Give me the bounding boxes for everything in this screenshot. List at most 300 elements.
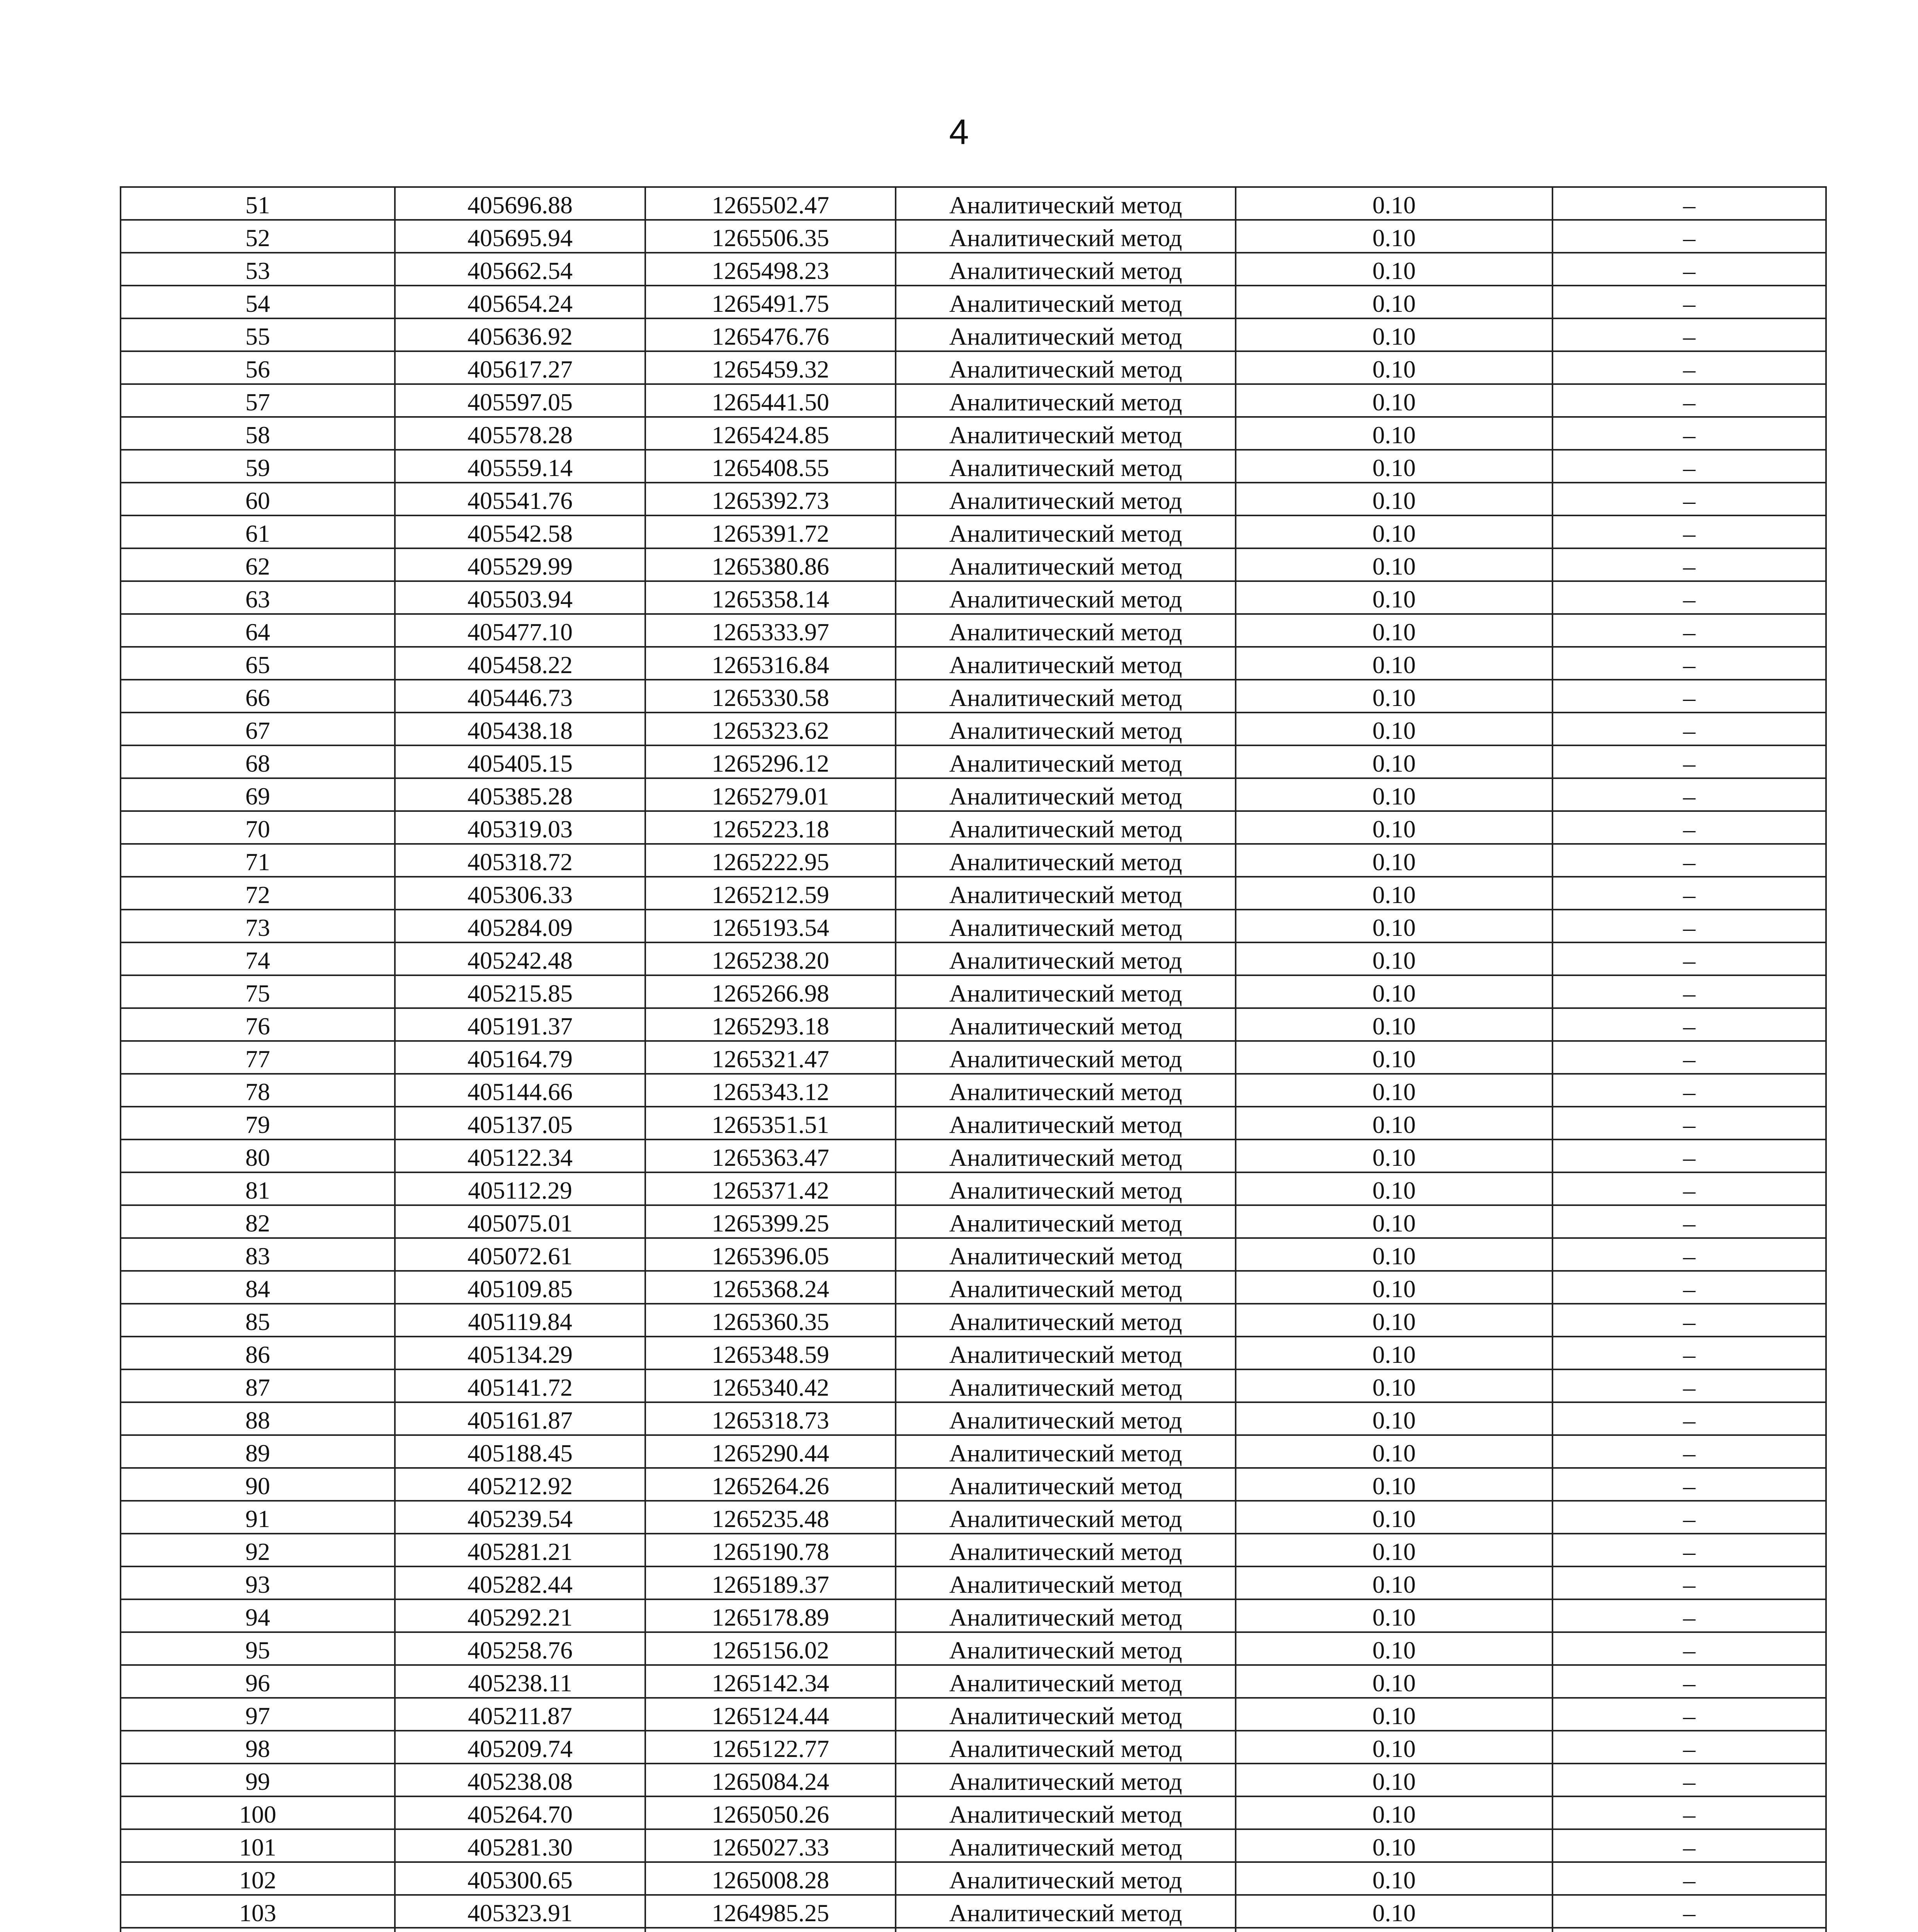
- table-row: [121, 318, 1826, 351]
- note-cell: –: [1552, 286, 1826, 318]
- table-row: [121, 1402, 1826, 1435]
- point-number-cell: 58: [121, 417, 395, 450]
- note-cell: –: [1552, 187, 1826, 220]
- note-cell: –: [1552, 942, 1826, 975]
- x-coordinate-cell: 405319.03: [395, 811, 645, 844]
- note-cell: –: [1552, 417, 1826, 450]
- method-cell: Аналитический метод: [896, 253, 1236, 286]
- note-cell: –: [1552, 1665, 1826, 1698]
- table-row: [121, 286, 1826, 318]
- note-cell: –: [1552, 877, 1826, 910]
- accuracy-cell: 0.10: [1236, 220, 1552, 253]
- accuracy-cell: 0.10: [1236, 1862, 1552, 1895]
- y-coordinate-cell: 1265296.12: [645, 745, 896, 778]
- x-coordinate-cell: 405318.72: [395, 844, 645, 877]
- accuracy-cell: 0.10: [1236, 975, 1552, 1008]
- table-row: [121, 1566, 1826, 1599]
- accuracy-cell: 0.10: [1236, 745, 1552, 778]
- note-cell: –: [1552, 1107, 1826, 1139]
- point-number-cell: 84: [121, 1271, 395, 1304]
- x-coordinate-cell: 405323.91: [395, 1895, 645, 1928]
- y-coordinate-cell: 1265238.20: [645, 942, 896, 975]
- accuracy-cell: 0.10: [1236, 1107, 1552, 1139]
- method-cell: Аналитический метод: [896, 1599, 1236, 1632]
- x-coordinate-cell: 405188.45: [395, 1435, 645, 1468]
- table-row: [121, 647, 1826, 680]
- note-cell: –: [1552, 1862, 1826, 1895]
- point-number-cell: 80: [121, 1139, 395, 1172]
- x-coordinate-cell: 405695.94: [395, 220, 645, 253]
- y-coordinate-cell: 1265156.02: [645, 1632, 896, 1665]
- y-coordinate-cell: 1265340.42: [645, 1369, 896, 1402]
- method-cell: Аналитический метод: [896, 614, 1236, 647]
- method-cell: Аналитический метод: [896, 220, 1236, 253]
- table-row: [121, 1534, 1826, 1566]
- y-coordinate-cell: 1265360.35: [645, 1304, 896, 1337]
- x-coordinate-cell: 405075.01: [395, 1205, 645, 1238]
- note-cell: –: [1552, 1304, 1826, 1337]
- y-coordinate-cell: 1265380.86: [645, 548, 896, 581]
- method-cell: Аналитический метод: [896, 581, 1236, 614]
- table-row: [121, 1698, 1826, 1731]
- point-number-cell: 64: [121, 614, 395, 647]
- table-row: [121, 1107, 1826, 1139]
- accuracy-cell: 0.10: [1236, 1041, 1552, 1074]
- accuracy-cell: 0.10: [1236, 483, 1552, 515]
- method-cell: Аналитический метод: [896, 647, 1236, 680]
- x-coordinate-cell: [395, 1928, 645, 1932]
- table-row: [121, 220, 1826, 253]
- method-cell: Аналитический метод: [896, 1271, 1236, 1304]
- point-number-cell: [121, 1928, 395, 1932]
- y-coordinate-cell: 1265491.75: [645, 286, 896, 318]
- point-number-cell: 93: [121, 1566, 395, 1599]
- x-coordinate-cell: 405144.66: [395, 1074, 645, 1107]
- y-coordinate-cell: 1265399.25: [645, 1205, 896, 1238]
- point-number-cell: 90: [121, 1468, 395, 1501]
- x-coordinate-cell: 405119.84: [395, 1304, 645, 1337]
- method-cell: Аналитический метод: [896, 1304, 1236, 1337]
- note-cell: –: [1552, 1402, 1826, 1435]
- x-coordinate-cell: 405072.61: [395, 1238, 645, 1271]
- accuracy-cell: 0.10: [1236, 286, 1552, 318]
- accuracy-cell: 0.10: [1236, 187, 1552, 220]
- note-cell: –: [1552, 515, 1826, 548]
- point-number-cell: 88: [121, 1402, 395, 1435]
- y-coordinate-cell: 1265408.55: [645, 450, 896, 483]
- table-row: [121, 581, 1826, 614]
- x-coordinate-cell: 405300.65: [395, 1862, 645, 1895]
- method-cell: Аналитический метод: [896, 1665, 1236, 1698]
- method-cell: Аналитический метод: [896, 483, 1236, 515]
- table-row: [121, 1074, 1826, 1107]
- x-coordinate-cell: 405578.28: [395, 417, 645, 450]
- x-coordinate-cell: 405238.08: [395, 1764, 645, 1796]
- accuracy-cell: 0.10: [1236, 1829, 1552, 1862]
- note-cell: –: [1552, 1764, 1826, 1796]
- table-row: [121, 1172, 1826, 1205]
- note-cell: –: [1552, 1041, 1826, 1074]
- table-row: [121, 1369, 1826, 1402]
- method-cell: Аналитический метод: [896, 745, 1236, 778]
- y-coordinate-cell: 1265235.48: [645, 1501, 896, 1534]
- table-row: [121, 1501, 1826, 1534]
- point-number-cell: 102: [121, 1862, 395, 1895]
- table-row: [121, 1304, 1826, 1337]
- accuracy-cell: 0.10: [1236, 1534, 1552, 1566]
- y-coordinate-cell: 1265351.51: [645, 1107, 896, 1139]
- accuracy-cell: 0.10: [1236, 1402, 1552, 1435]
- point-number-cell: 81: [121, 1172, 395, 1205]
- point-number-cell: 98: [121, 1731, 395, 1764]
- method-cell: Аналитический метод: [896, 975, 1236, 1008]
- table-row: [121, 351, 1826, 384]
- table-row: [121, 1665, 1826, 1698]
- y-coordinate-cell: 1265222.95: [645, 844, 896, 877]
- method-cell: Аналитический метод: [896, 1632, 1236, 1665]
- method-cell: Аналитический метод: [896, 1566, 1236, 1599]
- accuracy-cell: 0.10: [1236, 680, 1552, 713]
- y-coordinate-cell: 1265318.73: [645, 1402, 896, 1435]
- accuracy-cell: 0.10: [1236, 1304, 1552, 1337]
- note-cell: –: [1552, 745, 1826, 778]
- table-row: [121, 745, 1826, 778]
- accuracy-cell: 0.10: [1236, 1139, 1552, 1172]
- x-coordinate-cell: 405109.85: [395, 1271, 645, 1304]
- accuracy-cell: 0.10: [1236, 1665, 1552, 1698]
- y-coordinate-cell: 1265476.76: [645, 318, 896, 351]
- note-cell: –: [1552, 1829, 1826, 1862]
- table-row: [121, 483, 1826, 515]
- point-number-cell: 65: [121, 647, 395, 680]
- note-cell: –: [1552, 450, 1826, 483]
- accuracy-cell: 0.10: [1236, 548, 1552, 581]
- note-cell: –: [1552, 614, 1826, 647]
- note-cell: –: [1552, 910, 1826, 942]
- x-coordinate-cell: 405597.05: [395, 384, 645, 417]
- x-coordinate-cell: 405264.70: [395, 1796, 645, 1829]
- y-coordinate-cell: 1265330.58: [645, 680, 896, 713]
- method-cell: Аналитический метод: [896, 811, 1236, 844]
- accuracy-cell: 0.10: [1236, 581, 1552, 614]
- x-coordinate-cell: 405284.09: [395, 910, 645, 942]
- note-cell: –: [1552, 351, 1826, 384]
- note-cell: –: [1552, 647, 1826, 680]
- method-cell: Аналитический метод: [896, 1041, 1236, 1074]
- page-number: 4: [949, 112, 969, 152]
- point-number-cell: 61: [121, 515, 395, 548]
- point-number-cell: 86: [121, 1337, 395, 1369]
- coordinates-table-body: [121, 187, 1826, 1932]
- note-cell: –: [1552, 1632, 1826, 1665]
- note-cell: –: [1552, 1501, 1826, 1534]
- accuracy-cell: 0.10: [1236, 417, 1552, 450]
- point-number-cell: 76: [121, 1008, 395, 1041]
- x-coordinate-cell: 405281.30: [395, 1829, 645, 1862]
- point-number-cell: 56: [121, 351, 395, 384]
- y-coordinate-cell: 1265316.84: [645, 647, 896, 680]
- y-coordinate-cell: 1265396.05: [645, 1238, 896, 1271]
- table-row: [121, 1435, 1826, 1468]
- accuracy-cell: 0.10: [1236, 910, 1552, 942]
- accuracy-cell: 0.10: [1236, 614, 1552, 647]
- point-number-cell: 74: [121, 942, 395, 975]
- table-row: [121, 680, 1826, 713]
- table-row: [121, 1731, 1826, 1764]
- point-number-cell: 94: [121, 1599, 395, 1632]
- point-number-cell: 71: [121, 844, 395, 877]
- method-cell: Аналитический метод: [896, 1862, 1236, 1895]
- point-number-cell: 52: [121, 220, 395, 253]
- method-cell: Аналитический метод: [896, 1172, 1236, 1205]
- x-coordinate-cell: 405292.21: [395, 1599, 645, 1632]
- accuracy-cell: 0.10: [1236, 778, 1552, 811]
- x-coordinate-cell: 405529.99: [395, 548, 645, 581]
- point-number-cell: 69: [121, 778, 395, 811]
- y-coordinate-cell: 1265363.47: [645, 1139, 896, 1172]
- point-number-cell: 60: [121, 483, 395, 515]
- table-row: [121, 1008, 1826, 1041]
- x-coordinate-cell: 405161.87: [395, 1402, 645, 1435]
- table-row: [121, 187, 1826, 220]
- x-coordinate-cell: 405636.92: [395, 318, 645, 351]
- note-cell: –: [1552, 1172, 1826, 1205]
- note-cell: –: [1552, 1139, 1826, 1172]
- y-coordinate-cell: 1265391.72: [645, 515, 896, 548]
- x-coordinate-cell: 405239.54: [395, 1501, 645, 1534]
- point-number-cell: 72: [121, 877, 395, 910]
- method-cell: Аналитический метод: [896, 910, 1236, 942]
- y-coordinate-cell: 1265424.85: [645, 417, 896, 450]
- point-number-cell: 68: [121, 745, 395, 778]
- note-cell: –: [1552, 1337, 1826, 1369]
- accuracy-cell: 0.10: [1236, 1271, 1552, 1304]
- method-cell: Аналитический метод: [896, 1074, 1236, 1107]
- accuracy-cell: 0.10: [1236, 1074, 1552, 1107]
- point-number-cell: 101: [121, 1829, 395, 1862]
- method-cell: Аналитический метод: [896, 1107, 1236, 1139]
- point-number-cell: 73: [121, 910, 395, 942]
- point-number-cell: 97: [121, 1698, 395, 1731]
- table-row: [121, 1041, 1826, 1074]
- method-cell: Аналитический метод: [896, 1402, 1236, 1435]
- point-number-cell: 55: [121, 318, 395, 351]
- method-cell: Аналитический метод: [896, 1468, 1236, 1501]
- table-row: [121, 253, 1826, 286]
- table-row: [121, 515, 1826, 548]
- table-row: [121, 450, 1826, 483]
- table-row: [121, 811, 1826, 844]
- table-row: [121, 1599, 1826, 1632]
- y-coordinate-cell: 1265178.89: [645, 1599, 896, 1632]
- point-number-cell: 67: [121, 713, 395, 745]
- y-coordinate-cell: 1265371.42: [645, 1172, 896, 1205]
- table-row: [121, 1337, 1826, 1369]
- point-number-cell: 87: [121, 1369, 395, 1402]
- point-number-cell: 103: [121, 1895, 395, 1928]
- point-number-cell: 82: [121, 1205, 395, 1238]
- x-coordinate-cell: 405134.29: [395, 1337, 645, 1369]
- x-coordinate-cell: 405503.94: [395, 581, 645, 614]
- table-row: [121, 1862, 1826, 1895]
- x-coordinate-cell: 405212.92: [395, 1468, 645, 1501]
- x-coordinate-cell: 405112.29: [395, 1172, 645, 1205]
- note-cell: –: [1552, 844, 1826, 877]
- table-row: [121, 1205, 1826, 1238]
- accuracy-cell: 0.10: [1236, 1731, 1552, 1764]
- accuracy-cell: 0.10: [1236, 1796, 1552, 1829]
- note-cell: –: [1552, 1271, 1826, 1304]
- method-cell: Аналитический метод: [896, 384, 1236, 417]
- table-row: [121, 877, 1826, 910]
- accuracy-cell: 0.10: [1236, 942, 1552, 975]
- accuracy-cell: 0.10: [1236, 1337, 1552, 1369]
- y-coordinate-cell: 1265323.62: [645, 713, 896, 745]
- y-coordinate-cell: 1265266.98: [645, 975, 896, 1008]
- point-number-cell: 85: [121, 1304, 395, 1337]
- method-cell: Аналитический метод: [896, 778, 1236, 811]
- accuracy-cell: 0.10: [1236, 1205, 1552, 1238]
- accuracy-cell: 0.10: [1236, 1238, 1552, 1271]
- accuracy-cell: 0.10: [1236, 450, 1552, 483]
- method-cell: Аналитический метод: [896, 1337, 1236, 1369]
- table-row: [121, 1796, 1826, 1829]
- accuracy-cell: 0.10: [1236, 877, 1552, 910]
- note-cell: –: [1552, 220, 1826, 253]
- x-coordinate-cell: 405122.34: [395, 1139, 645, 1172]
- point-number-cell: 62: [121, 548, 395, 581]
- note-cell: –: [1552, 384, 1826, 417]
- y-coordinate-cell: 1265084.24: [645, 1764, 896, 1796]
- note-cell: –: [1552, 1468, 1826, 1501]
- point-number-cell: 91: [121, 1501, 395, 1534]
- y-coordinate-cell: 1265392.73: [645, 483, 896, 515]
- table-row: [121, 1829, 1826, 1862]
- x-coordinate-cell: 405209.74: [395, 1731, 645, 1764]
- coordinates-table: [120, 186, 1827, 1932]
- table-row: [121, 1238, 1826, 1271]
- table-row: [121, 778, 1826, 811]
- y-coordinate-cell: 1265333.97: [645, 614, 896, 647]
- note-cell: –: [1552, 713, 1826, 745]
- note-cell: –: [1552, 548, 1826, 581]
- note-cell: –: [1552, 253, 1826, 286]
- y-coordinate-cell: 1265348.59: [645, 1337, 896, 1369]
- x-coordinate-cell: 405617.27: [395, 351, 645, 384]
- y-coordinate-cell: 1265124.44: [645, 1698, 896, 1731]
- method-cell: Аналитический метод: [896, 187, 1236, 220]
- point-number-cell: 66: [121, 680, 395, 713]
- accuracy-cell: 0.10: [1236, 1435, 1552, 1468]
- method-cell: Аналитический метод: [896, 844, 1236, 877]
- table-row: [121, 1895, 1826, 1928]
- accuracy-cell: 0.10: [1236, 647, 1552, 680]
- y-coordinate-cell: 1265502.47: [645, 187, 896, 220]
- point-number-cell: 89: [121, 1435, 395, 1468]
- accuracy-cell: 0.10: [1236, 1698, 1552, 1731]
- accuracy-cell: 0.10: [1236, 1566, 1552, 1599]
- table-row: [121, 614, 1826, 647]
- point-number-cell: 99: [121, 1764, 395, 1796]
- point-number-cell: 54: [121, 286, 395, 318]
- method-cell: Аналитический метод: [896, 1238, 1236, 1271]
- accuracy-cell: 0.10: [1236, 1008, 1552, 1041]
- note-cell: –: [1552, 318, 1826, 351]
- point-number-cell: 53: [121, 253, 395, 286]
- table-row: [121, 1928, 1826, 1932]
- y-coordinate-cell: 1265193.54: [645, 910, 896, 942]
- table-row: [121, 1468, 1826, 1501]
- method-cell: Аналитический метод: [896, 680, 1236, 713]
- table-row: [121, 417, 1826, 450]
- method-cell: Аналитический метод: [896, 286, 1236, 318]
- note-cell: –: [1552, 1731, 1826, 1764]
- point-number-cell: 92: [121, 1534, 395, 1566]
- x-coordinate-cell: 405215.85: [395, 975, 645, 1008]
- accuracy-cell: 0.10: [1236, 1369, 1552, 1402]
- accuracy-cell: 0.10: [1236, 351, 1552, 384]
- x-coordinate-cell: 405477.10: [395, 614, 645, 647]
- method-cell: Аналитический метод: [896, 1829, 1236, 1862]
- y-coordinate-cell: 1265498.23: [645, 253, 896, 286]
- method-cell: Аналитический метод: [896, 1501, 1236, 1534]
- accuracy-cell: 0.10: [1236, 515, 1552, 548]
- note-cell: [1552, 1928, 1826, 1932]
- y-coordinate-cell: 1265290.44: [645, 1435, 896, 1468]
- table-row: [121, 384, 1826, 417]
- x-coordinate-cell: 405438.18: [395, 713, 645, 745]
- method-cell: Аналитический метод: [896, 1534, 1236, 1566]
- y-coordinate-cell: 1265190.78: [645, 1534, 896, 1566]
- note-cell: –: [1552, 1205, 1826, 1238]
- x-coordinate-cell: 405164.79: [395, 1041, 645, 1074]
- x-coordinate-cell: 405696.88: [395, 187, 645, 220]
- point-number-cell: 79: [121, 1107, 395, 1139]
- y-coordinate-cell: 1265506.35: [645, 220, 896, 253]
- note-cell: –: [1552, 1796, 1826, 1829]
- method-cell: Аналитический метод: [896, 515, 1236, 548]
- x-coordinate-cell: 405211.87: [395, 1698, 645, 1731]
- note-cell: –: [1552, 1698, 1826, 1731]
- x-coordinate-cell: 405662.54: [395, 253, 645, 286]
- y-coordinate-cell: 1265008.28: [645, 1862, 896, 1895]
- method-cell: Аналитический метод: [896, 1698, 1236, 1731]
- table-row: [121, 844, 1826, 877]
- y-coordinate-cell: [645, 1928, 896, 1932]
- y-coordinate-cell: 1265050.26: [645, 1796, 896, 1829]
- table-row: [121, 975, 1826, 1008]
- point-number-cell: 51: [121, 187, 395, 220]
- note-cell: –: [1552, 483, 1826, 515]
- accuracy-cell: 0.10: [1236, 318, 1552, 351]
- x-coordinate-cell: 405191.37: [395, 1008, 645, 1041]
- x-coordinate-cell: 405559.14: [395, 450, 645, 483]
- accuracy-cell: 0.10: [1236, 1501, 1552, 1534]
- table-row: [121, 910, 1826, 942]
- note-cell: –: [1552, 581, 1826, 614]
- point-number-cell: 75: [121, 975, 395, 1008]
- x-coordinate-cell: 405446.73: [395, 680, 645, 713]
- note-cell: –: [1552, 1534, 1826, 1566]
- method-cell: Аналитический метод: [896, 450, 1236, 483]
- x-coordinate-cell: 405282.44: [395, 1566, 645, 1599]
- y-coordinate-cell: 1265122.77: [645, 1731, 896, 1764]
- table-row: [121, 1764, 1826, 1796]
- method-cell: [896, 1928, 1236, 1932]
- table-row: [121, 1632, 1826, 1665]
- note-cell: –: [1552, 1369, 1826, 1402]
- note-cell: –: [1552, 1895, 1826, 1928]
